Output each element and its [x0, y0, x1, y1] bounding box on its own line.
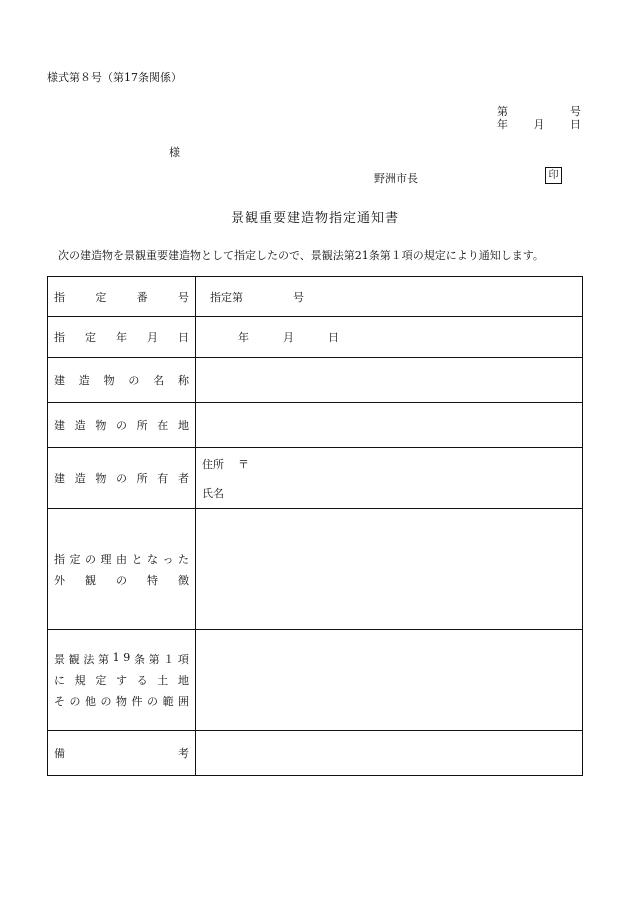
row-land-scope [48, 630, 583, 731]
seal-mark: 印 [545, 167, 562, 184]
label-designation-number [54, 289, 189, 305]
label-char: 囲 [178, 695, 189, 708]
label-char: 月 [147, 331, 158, 344]
label-char: 考 [178, 747, 189, 760]
label-char: 指 [54, 552, 65, 566]
label-char: 地 [177, 674, 189, 687]
label-char: 地 [177, 419, 189, 432]
value-designation-date[interactable] [196, 317, 583, 358]
label-char: 条 [133, 653, 145, 666]
label-char: 者 [177, 472, 189, 485]
label-scope-line1 [54, 651, 189, 667]
label-scope-line3 [54, 693, 189, 709]
label-char: 理 [100, 552, 112, 566]
label-char: の [128, 374, 140, 387]
row-designation-date [48, 317, 583, 358]
label-char: 造 [74, 419, 86, 432]
label-char: っ [162, 552, 174, 566]
label-building-location [54, 417, 189, 433]
label-char: す [115, 674, 127, 687]
label-char: 造 [74, 472, 86, 485]
value-designation-number[interactable] [196, 277, 583, 317]
label-char: 第 [148, 653, 160, 666]
label-char: 定 [95, 674, 107, 687]
designation-prefix: 指定第 [210, 290, 243, 304]
label-char: 外 [54, 573, 65, 587]
label-char: 土 [157, 674, 169, 687]
label-char: 他 [85, 695, 96, 708]
label-char: 物 [116, 695, 127, 708]
row-designation-number [48, 277, 583, 317]
row-remarks [48, 731, 583, 776]
row-building-name [48, 358, 583, 403]
label-char: と [131, 552, 143, 566]
designation-day: 日 [328, 331, 339, 344]
label-char: 備 [54, 747, 65, 760]
label-char: 日 [178, 331, 189, 344]
label-scope-line2 [54, 672, 189, 688]
owner-address-line [202, 456, 582, 472]
label-char: 指 [54, 331, 65, 344]
label-char: 定 [85, 331, 96, 344]
label-char: 件 [131, 695, 143, 708]
label-char: の [69, 695, 81, 708]
label-char: な [147, 552, 158, 566]
value-designation-reason[interactable] [196, 509, 583, 630]
label-char: 物 [95, 472, 107, 485]
label-char: 第 [97, 653, 109, 666]
label-reason-line1 [54, 551, 189, 567]
label-char: の [116, 573, 127, 587]
designation-year: 年 [238, 331, 249, 344]
label-building-name [54, 372, 189, 388]
label-char: の [100, 695, 112, 708]
label-char: 景 [54, 653, 65, 666]
label-char: 建 [54, 374, 65, 387]
date-day: 日 [570, 118, 581, 131]
label-char: の [147, 695, 158, 708]
row-building-location [48, 403, 583, 448]
value-remarks[interactable] [196, 731, 583, 776]
recipient-honorific: 様 [169, 146, 180, 159]
label-char: 項 [177, 653, 189, 666]
label-char: 法 [83, 653, 95, 666]
label-char: 物 [95, 419, 107, 432]
label-char: の [115, 419, 127, 432]
label-char: る [136, 674, 148, 687]
label-char: 定 [69, 552, 81, 566]
date-year: 年 [497, 118, 508, 131]
label-char: た [178, 552, 189, 566]
value-building-owner[interactable] [196, 448, 583, 509]
label-designation-date [54, 329, 189, 345]
label-char: 番 [136, 290, 148, 304]
row-designation-reason [48, 509, 583, 630]
label-char: 観 [68, 653, 80, 666]
label-building-owner [54, 470, 189, 486]
label-char: 有 [157, 472, 169, 485]
label-reason-line2 [54, 572, 189, 588]
label-char: 所 [136, 472, 148, 485]
label-char: 1 [112, 651, 120, 664]
label-remarks [54, 745, 189, 761]
value-building-location[interactable] [196, 403, 583, 448]
value-building-name[interactable] [196, 358, 583, 403]
owner-address-label: 住所 [202, 457, 224, 471]
issuer-name: 野洲市長 [374, 172, 418, 185]
row-building-owner [48, 448, 583, 509]
label-char: に [54, 674, 65, 687]
label-char: 定 [95, 290, 107, 304]
postal-mark: 〒 [238, 457, 249, 471]
form-number: 様式第８号（第17条関係） [47, 71, 182, 84]
label-char: そ [54, 695, 65, 708]
label-char: 在 [157, 419, 169, 432]
label-char: １ [163, 653, 175, 666]
label-char: 号 [177, 290, 189, 304]
value-land-scope[interactable] [196, 630, 583, 731]
label-char: 物 [103, 374, 115, 387]
notice-text: 次の建造物を景観重要建造物として指定したので、景観法第21条第１項の規定により通知します。 [58, 249, 544, 262]
label-char: 9 [123, 651, 131, 664]
label-char: 徴 [178, 573, 189, 587]
label-char: 規 [74, 674, 86, 687]
document-title: 景観重要建造物指定通知書 [230, 211, 399, 226]
label-char: 特 [147, 573, 158, 587]
label-char: の [115, 472, 127, 485]
number-prefix: 第 [497, 105, 508, 118]
owner-name-label: 氏名 [202, 486, 224, 500]
label-char: 建 [54, 472, 65, 485]
label-char: 範 [162, 695, 174, 708]
label-char: 年 [116, 331, 127, 344]
label-char: 造 [78, 374, 90, 387]
label-char: 由 [116, 552, 127, 566]
label-char: 建 [54, 419, 65, 432]
designation-table [47, 276, 583, 776]
number-suffix: 号 [570, 105, 581, 118]
label-char: 名 [153, 374, 165, 387]
document-date-line [497, 116, 581, 132]
label-char: 指 [54, 290, 65, 304]
label-char: 称 [177, 374, 189, 387]
designation-month: 月 [283, 331, 294, 344]
label-char: 所 [136, 419, 148, 432]
designation-suffix: 号 [293, 290, 304, 304]
date-month: 月 [533, 118, 545, 131]
label-char: 観 [85, 573, 96, 587]
label-char: の [85, 552, 96, 566]
